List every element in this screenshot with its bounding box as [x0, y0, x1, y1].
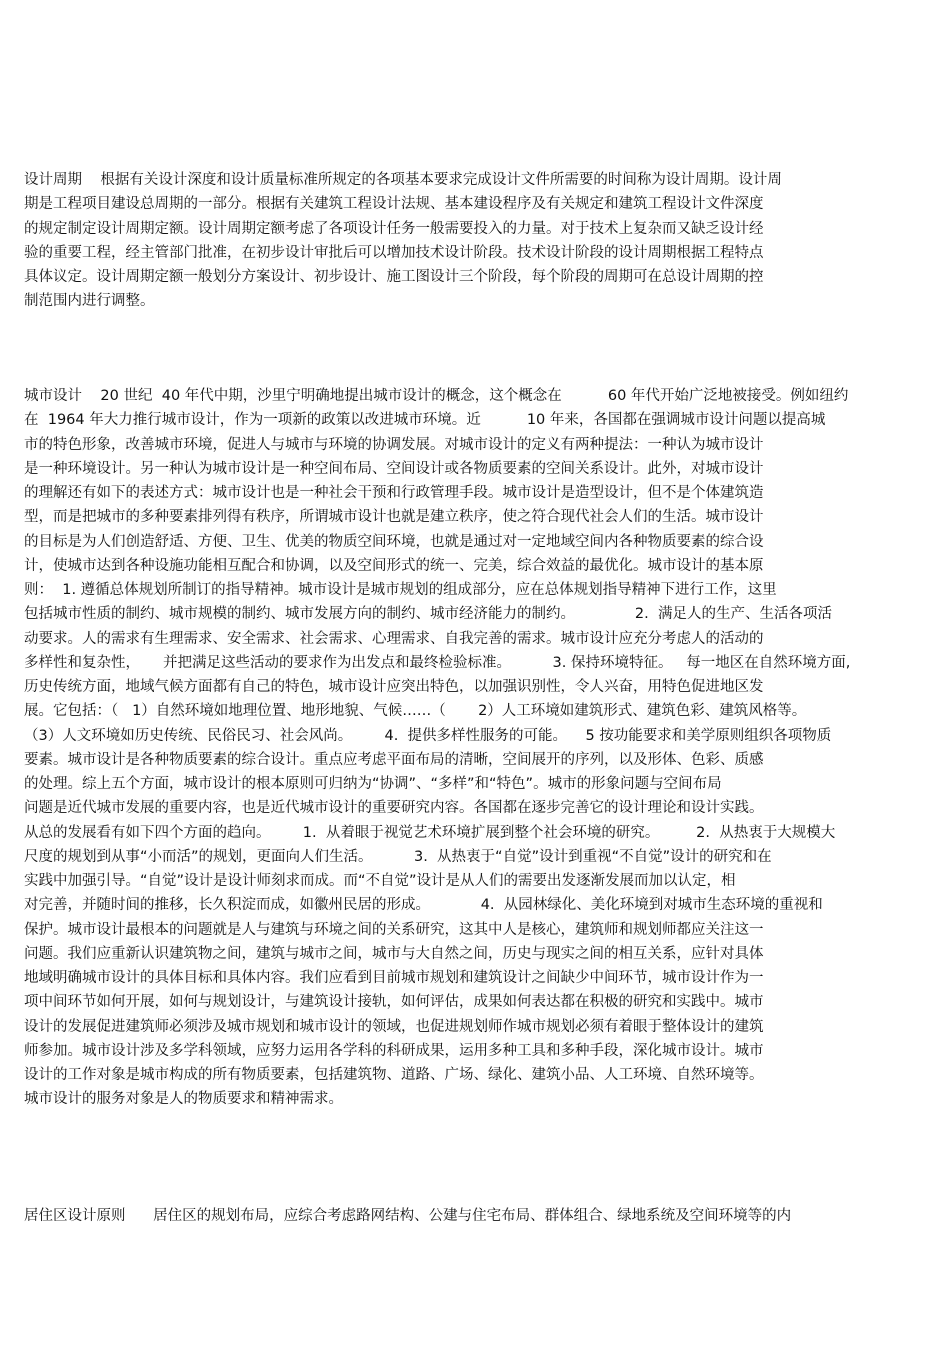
text-line: 的理解还有如下的表述方式：城市设计也是一种社会干预和行政管理手段。城市设计是造型设计，但不是个体建筑造: [24, 485, 764, 501]
paragraph-design-cycle: [24, 168, 914, 314]
text-line: 制范围内进行调整。: [24, 293, 155, 310]
text-line: 的处理。综上五个方面，城市设计的根本原则可归纳为“协调”、“多样”和“特色”。城市的形象问题与空间布局: [24, 776, 722, 792]
paragraph-residential-design-principles: [24, 1204, 914, 1228]
text-line: 尺度的规划到从事“小而活”的规划，更面向人们生活。 3. 从热衷于“自觉”设计到重视“不自觉”设计的研究和在: [24, 848, 772, 865]
text-line: 验的重要工程，经主管部门批准，在初步设计审批后可以增加技术设计阶段。技术设计阶段的设计周期根据工程特点: [24, 244, 764, 261]
text-line: 地域明确城市设计的具体目标和具体内容。我们应看到目前城市规划和建筑设计之间缺少中间环节，城市设计作为一: [24, 970, 764, 986]
text-line: 是一种环境设计。另一种认为城市设计是一种空间布局、空间设计或各物质要素的空间关系设计。此外，对城市设计: [24, 460, 764, 477]
text-line: 设计的工作对象是城市构成的所有物质要素，包括建筑物、道路、广场、绿化、建筑小品、人工环境、自然环境等。: [24, 1067, 764, 1083]
text-line: 城市设计的服务对象是人的物质要求和精神需求。: [24, 1091, 343, 1108]
text-line: 居住区设计原则 居住区的规划布局，应综合考虑路网结构、公建与住宅布局、群体组合、绿地系统及空间环境等的内: [24, 1208, 792, 1224]
text-line: 设计周期 根据有关设计深度和设计质量标准所规定的各项基本要求完成设计文件所需要的时间称为设计周期。设计周: [24, 172, 782, 188]
text-line: 设计的发展促进建筑师必须涉及城市规划和城市设计的领域，也促进规划师作城市规划必须有着眼于整体设计的建筑: [24, 1018, 764, 1035]
text-line: 历史传统方面，地域气候方面都有自己的特色，城市设计应突出特色，以加强识别性，令人兴奋，用特色促进地区发: [24, 679, 764, 695]
text-line: 期是工程项目建设总周期的一部分。根据有关建筑工程设计法规、基本建设程序及有关规定和建筑工程设计文件深度: [24, 196, 764, 213]
text-line: 则： 1. 遵循总体规划所制订的指导精神。城市设计是城市规划的组成部分，应在总体规划指导精神下进行工作，这里: [24, 582, 777, 598]
text-line: 计，使城市达到各种设施功能相互配合和协调，以及空间形式的统一、完美，综合效益的最优化。城市设计的基本原: [24, 557, 764, 574]
text-line: 的规定制定设计周期定额。设计周期定额考虑了各项设计任务一般需要投入的力量。对于技术上复杂而又缺乏设计经: [24, 220, 764, 237]
paragraph-urban-design: [24, 384, 914, 1112]
text-line: 实践中加强引导。“自觉”设计是设计师刻求而成。而“不自觉”设计是从人们的需要出发逐渐发展而加以认定，相: [24, 873, 736, 889]
text-line: 展。它包括：（ 1）自然环境如地理位置、地形地貌、气候……（ 2）人工环境如建筑形式、建筑色彩、建筑风格等。: [24, 703, 807, 720]
text-line: 型，而是把城市的多种要素排列得有秩序，所谓城市设计也就是建立秩序，使之符合现代社会人们的生活。城市设计: [24, 509, 764, 526]
text-line: （3）人文环境如历史传统、民俗民习、社会风尚。 4. 提供多样性服务的可能。 5 按功能要求和美学原则组织各项物质: [24, 727, 832, 744]
text-line: 师参加。城市设计涉及多学科领域，应努力运用各学科的科研成果，运用多种工具和多种手段，深化城市设计。城市: [24, 1042, 764, 1059]
text-line: 具体议定。设计周期定额一般划分方案设计、初步设计、施工图设计三个阶段，每个阶段的周期可在总设计周期的控: [24, 269, 764, 286]
text-line: 问题。我们应重新认识建筑物之间，建筑与城市之间，城市与大自然之间，历史与现实之间的相互关系，应针对具体: [24, 945, 764, 962]
text-line: 包括城市性质的制约、城市规模的制约、城市发展方向的制约、城市经济能力的制约。 2. 满足人的生产、生活各项活: [24, 606, 832, 623]
text-line: 保护。城市设计最根本的问题就是人与建筑与环境之间的关系研究，这其中人是核心，建筑师和规划师都应关注这一: [24, 921, 764, 938]
text-line: 的目标是为人们创造舒适、方便、卫生、优美的物质空间环境，也就是通过对一定地域空间内各种物质要素的综合设: [24, 533, 764, 550]
text-line: 要素。城市设计是各种物质要素的综合设计。重点应考虑平面布局的清晰，空间展开的序列，以及形体、色彩、质感: [24, 751, 764, 768]
text-line: 项中间环节如何开展，如何与规划设计，与建筑设计接轨，如何评估，成果如何表达都在积极的研究和实践中。城市: [24, 994, 764, 1011]
text-line: 问题是近代城市发展的重要内容，也是近代城市设计的重要研究内容。各国都在逐步完善它的设计理论和设计实践。: [24, 800, 764, 817]
text-line: 从总的发展看有如下四个方面的趋向。 1. 从着眼于视觉艺术环境扩展到整个社会环境的研究。 2. 从热衷于大规模大: [24, 824, 836, 841]
text-line: 对完善，并随时间的推移，长久积淀而成，如徽州民居的形成。 4. 从园林绿化、美化环境到对城市生态环境的重视和: [24, 897, 823, 914]
text-line: 城市设计 20 世纪 40 年代中期，沙里宁明确地提出城市设计的概念，这个概念在 60 年代开始广泛地被接受。例如纽约: [24, 388, 849, 404]
text-line: 市的特色形象，改善城市环境，促进人与城市与环境的协调发展。对城市设计的定义有两种提法：一种认为城市设计: [24, 436, 764, 453]
text-line: 多样性和复杂性， 并把满足这些活动的要求作为出发点和最终检验标准。 3. 保持环境特征。 每一地区在自然环境方面,: [24, 654, 851, 671]
text-line: 动要求。人的需求有生理需求、安全需求、社会需求、心理需求、自我完善的需求。城市设计应充分考虑人的活动的: [24, 630, 764, 647]
text-line: 在 1964 年大力推行城市设计，作为一项新的政策以改进城市环境。近 10 年来，各国都在强调城市设计问题以提高城: [24, 412, 826, 429]
